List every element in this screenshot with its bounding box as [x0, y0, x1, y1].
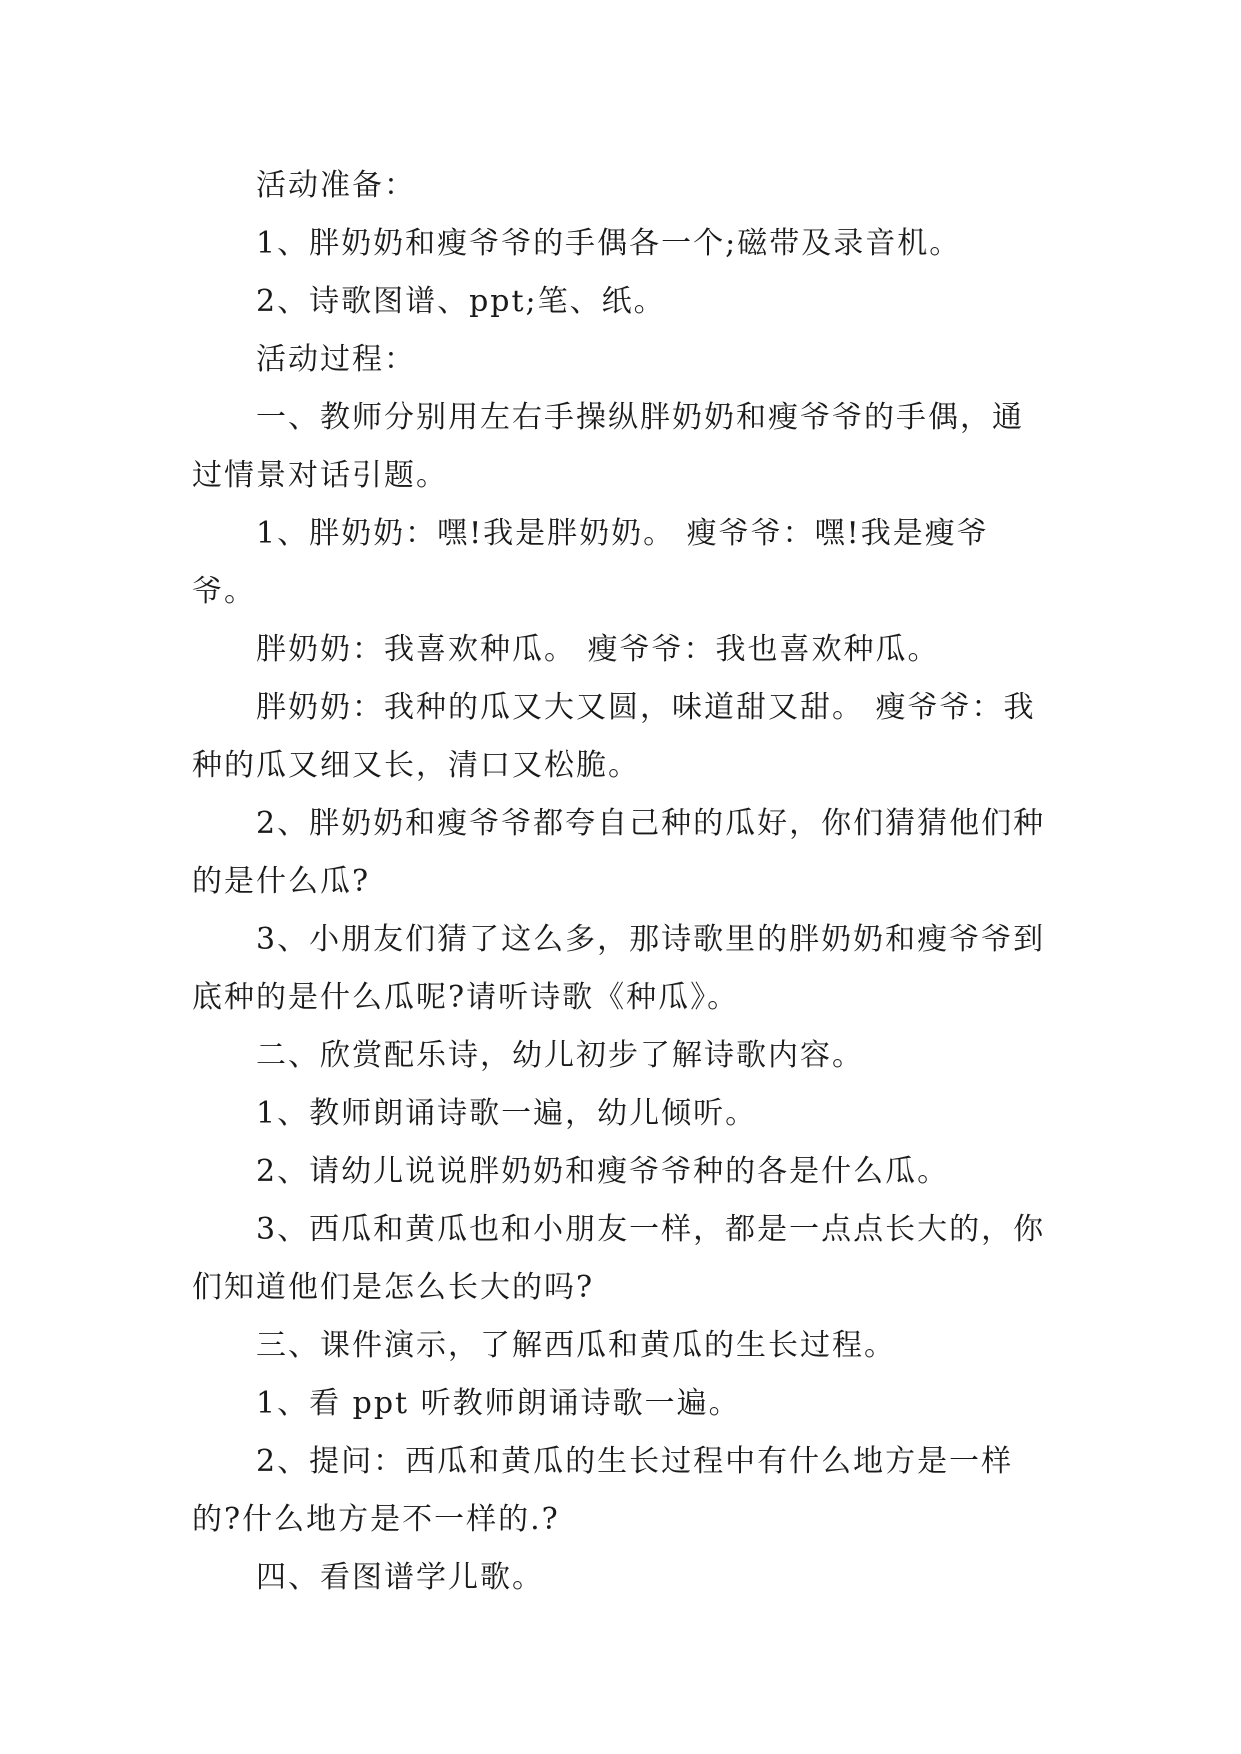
- paragraph: 2、胖奶奶和瘦爷爷都夸自己种的瓜好，你们猜猜他们种的是什么瓜?: [192, 806, 1046, 899]
- paragraph: 1、胖奶奶：嘿!我是胖奶奶。 瘦爷爷：嘿!我是瘦爷爷。: [192, 516, 989, 609]
- paragraph: 四、看图谱学儿歌。: [256, 1560, 544, 1595]
- paragraph: 1、教师朗诵诗歌一遍，幼儿倾听。: [256, 1096, 758, 1131]
- paragraph: 2、诗歌图谱、ppt;笔、纸。: [256, 284, 666, 319]
- paragraph: 3、小朋友们猜了这么多，那诗歌里的胖奶奶和瘦爷爷到底种的是什么瓜呢?请听诗歌《种瓜》。: [192, 922, 1046, 1015]
- section-heading-preparation: 活动准备：: [256, 168, 416, 203]
- paragraph: 胖奶奶：我种的瓜又大又圆，味道甜又甜。 瘦爷爷：我种的瓜又细又长，清口又松脆。: [192, 690, 1036, 783]
- paragraph: 二、欣赏配乐诗，幼儿初步了解诗歌内容。: [256, 1038, 864, 1073]
- paragraph: 三、课件演示，了解西瓜和黄瓜的生长过程。: [256, 1328, 896, 1363]
- paragraph: 2、提问：西瓜和黄瓜的生长过程中有什么地方是一样的?什么地方是不一样的.?: [192, 1444, 1014, 1537]
- paragraph: 3、西瓜和黄瓜也和小朋友一样，都是一点点长大的，你们知道他们是怎么长大的吗?: [192, 1212, 1046, 1305]
- document-body: [192, 157, 1048, 1607]
- paragraph: 一、教师分别用左右手操纵胖奶奶和瘦爷爷的手偶，通过情景对话引题。: [192, 400, 1024, 493]
- paragraph: 胖奶奶：我喜欢种瓜。 瘦爷爷：我也喜欢种瓜。: [256, 632, 940, 667]
- section-heading-process: 活动过程：: [256, 342, 416, 377]
- paragraph: 1、看 ppt 听教师朗诵诗歌一遍。: [256, 1386, 741, 1421]
- paragraph: 1、胖奶奶和瘦爷爷的手偶各一个;磁带及录音机。: [256, 226, 962, 261]
- paragraph: 2、请幼儿说说胖奶奶和瘦爷爷种的各是什么瓜。: [256, 1154, 950, 1189]
